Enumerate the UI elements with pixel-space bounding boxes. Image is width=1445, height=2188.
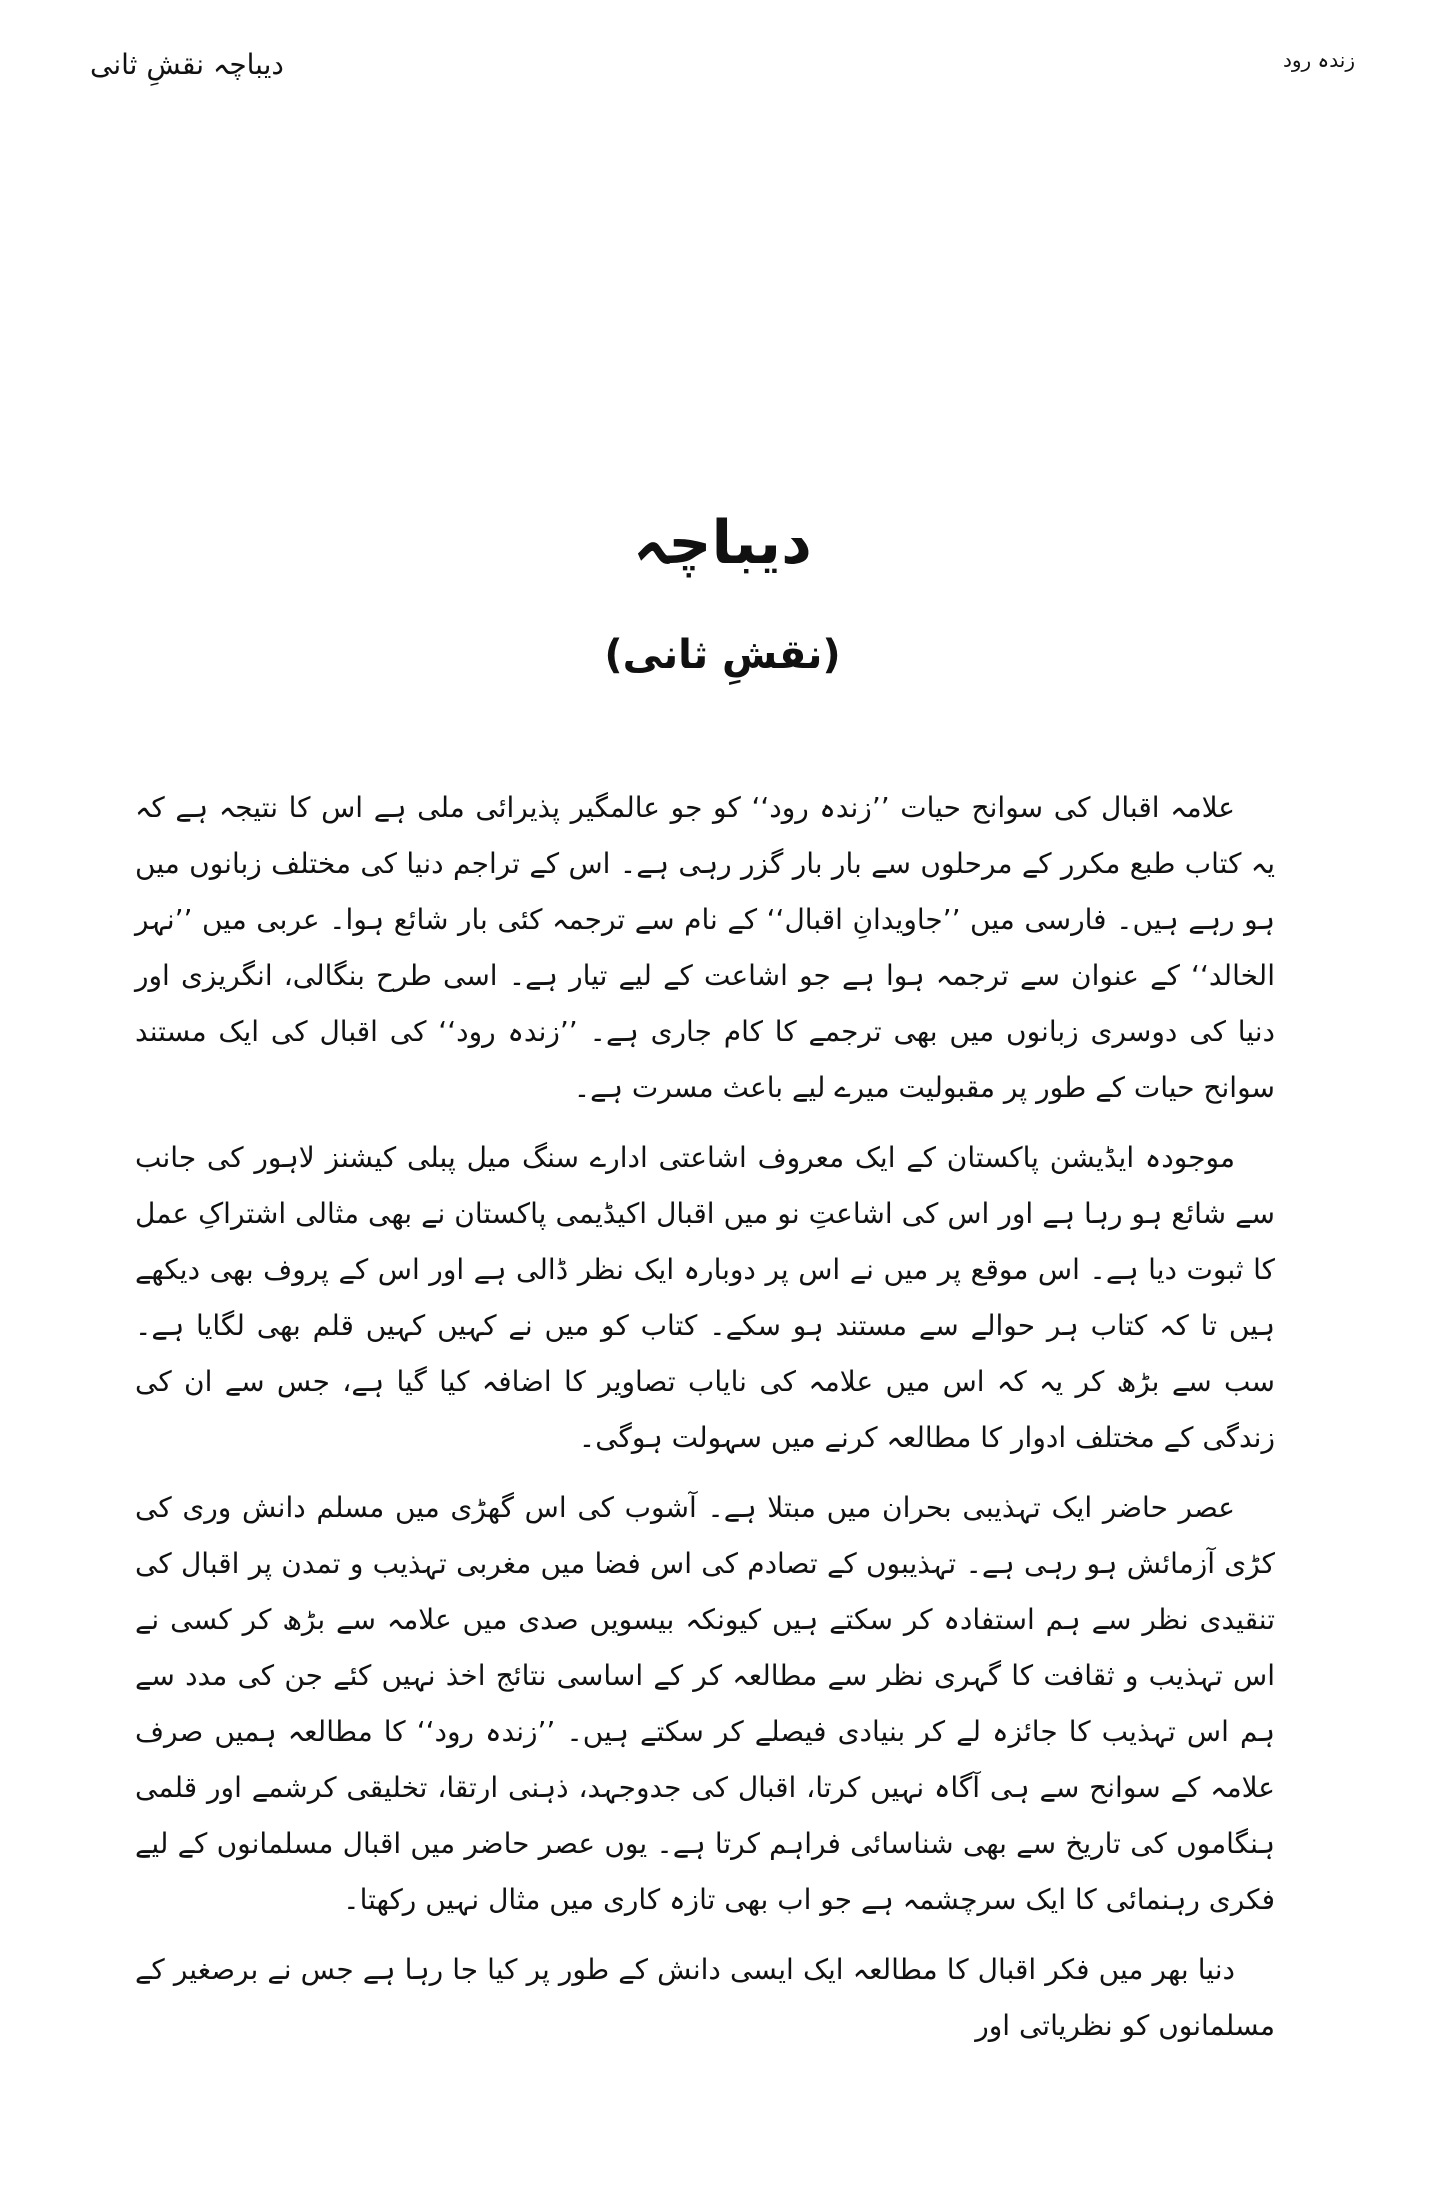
chapter-subtitle: (نقشِ ثانی): [604, 632, 841, 678]
paragraph: موجودہ ایڈیشن پاکستان کے ایک معروف اشاعتی ادارے سنگ میل پبلی کیشنز لاہور کی جانب سے شائع ہو رہا ہے اور اس کی اشاعتِ نو میں اقبال اکیڈیمی پاکستان نے بھی مثالی اشتراکِ عمل کا ثبوت دیا ہے۔ اس موقع پر میں نے اس پر دوبارہ ایک نظر ڈالی ہے اور اس کے پروف بھی دیکھے ہیں تا کہ کتاب ہر حوالے سے مستند ہو سکے۔ کتاب کو میں نے کہیں کہیں قلم بھی لگایا ہے۔ سب سے بڑھ کر یہ کہ اس میں علامہ کی نایاب تصاویر کا اضافہ کیا گیا ہے، جس سے ان کی زندگی کے مختلف ادوار کا مطالعہ کرنے میں سہولت ہوگی۔: [135, 1141, 1275, 1454]
paragraph: عصر حاضر ایک تہذیبی بحران میں مبتلا ہے۔ آشوب کی اس گھڑی میں مسلم دانش وری کی کڑی آزمائش ہو رہی ہے۔ تہذیبوں کے تصادم کی اس فضا میں مغربی تہذیب و تمدن پر اقبال کی تنقیدی نظر سے ہم استفادہ کر سکتے ہیں کیونکہ بیسویں صدی میں علامہ سے بڑھ کر کسی نے اس تہذیب و ثقافت کا گہری نظر سے مطالعہ کر کے اساسی نتائج اخذ نہیں کئے جن کی مدد سے ہم اس تہذیب کا جائزہ لے کر بنیادی فیصلے کر سکتے ہیں۔ ’’زندہ رود‘‘ کا مطالعہ ہمیں صرف علامہ کے سوانح سے ہی آگاہ نہیں کرتا، اقبال کی جدوجہد، ذہنی ارتقا، تخلیقی کرشمے اور قلمی ہنگاموں کی تاریخ سے بھی شناسائی فراہم کرتا ہے۔ یوں عصر حاضر میں اقبال مسلمانوں کے لیے فکری رہنمائی کا ایک سرچشمہ ہے جو اب بھی تازہ کاری میں مثال نہیں رکھتا۔: [135, 1491, 1275, 1916]
paragraph: دنیا بھر میں فکر اقبال کا مطالعہ ایک ایسی دانش کے طور پر کیا جا رہا ہے جس نے برصغیر کے مسلمانوں کو نظریاتی اور: [135, 1953, 1275, 2042]
body-text: [135, 780, 1275, 2068]
running-header-book-title: زندہ رود: [1282, 48, 1355, 72]
running-header: [90, 48, 1355, 118]
running-header-section-title: دیباچہ نقشِ ثانی: [90, 48, 284, 81]
paragraph: علامہ اقبال کی سوانح حیات ’’زندہ رود‘‘ کو جو عالمگیر پذیرائی ملی ہے اس کا نتیجہ ہے کہ یہ کتاب طبع مکرر کے مرحلوں سے بار بار گزر رہی ہے۔ اس کے تراجم دنیا کی مختلف زبانوں میں ہو رہے ہیں۔ فارسی میں ’’جاویدانِ اقبال‘‘ کے نام سے ترجمہ کئی بار شائع ہوا۔ عربی میں ’’نہر الخالد‘‘ کے عنوان سے ترجمہ ہوا ہے جو اشاعت کے لیے تیار ہے۔ اسی طرح بنگالی، انگریزی اور دنیا کی دوسری زبانوں میں بھی ترجمے کا کام جاری ہے۔ ’’زندہ رود‘‘ کی اقبال کی ایک مستند سوانح حیات کے طور پر مقبولیت میرے لیے باعث مسرت ہے۔: [135, 791, 1275, 1104]
chapter-title: دیباچہ: [633, 508, 812, 578]
